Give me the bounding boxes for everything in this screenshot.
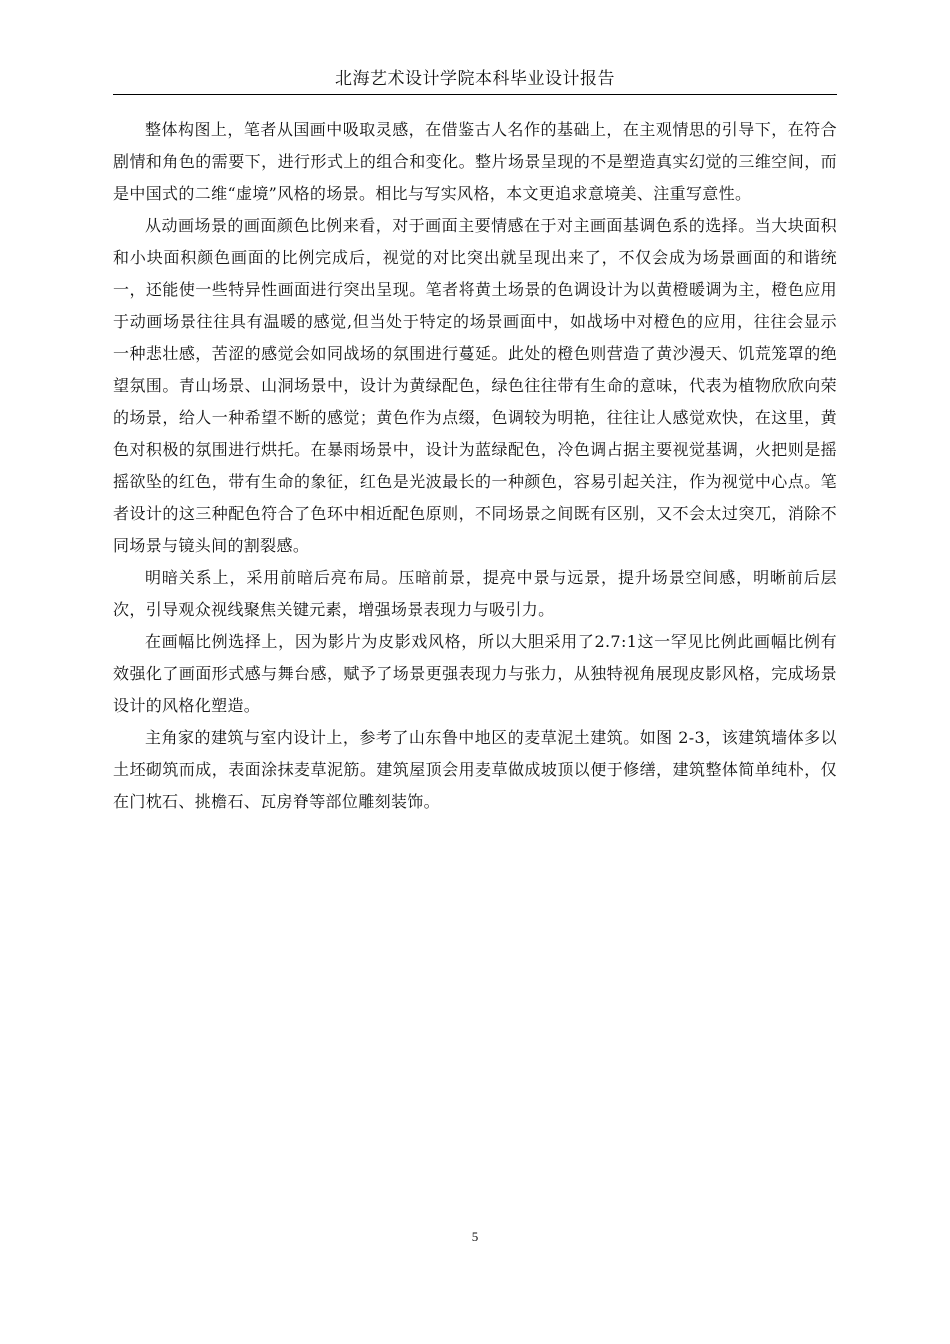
body-paragraph-color: 从动画场景的画面颜色比例来看，对于画面主要情感在于对主画面基调色系的选择。当大块面积和小块面积颜色画面的比例完成后，视觉的对比突出就呈现出来了，不仅会成为场景画面的和谐统一，还能使一些特异性画面进行突出呈现。笔者将黄土场景的色调设计为以黄橙暖调为主，橙色应用于动画场景往往具有温暖的感觉,但当处于特定的场景画面中，如战场中对橙色的应用，往往会显示一种悲壮感，苦涩的感觉会如同战场的氛围进行蔓延。此处的橙色则营造了黄沙漫天、饥荒笼罩的绝望氛围。青山场景、山洞场景中，设计为黄绿配色，绿色往往带有生命的意味，代表为植物欣欣向荣的场景，给人一种希望不断的感觉；黄色作为点缀，色调较为明艳，往往让人感觉欢快，在这里，黄色对积极的氛围进行烘托。在暴雨场景中，设计为蓝绿配色，冷色调占据主要视觉基调，火把则是摇摇欲坠的红色，带有生命的象征，红色是光波最长的一种颜色，容易引起关注，作为视觉中心点。笔者设计的这三种配色符合了色环中相近配色原则，不同场景之间既有区别，又不会太过突兀，消除不同场景与镜头间的割裂感。 [113, 216, 837, 555]
body-paragraph-lighting: 明暗关系上，采用前暗后亮布局。压暗前景，提亮中景与远景，提升场景空间感，明晰前后层次，引导观众视线聚焦关键元素，增强场景表现力与吸引力。 [113, 568, 837, 619]
body-paragraph-architecture: 主角家的建筑与室内设计上，参考了山东鲁中地区的麦草泥土建筑。如图 2-3，该建筑墙体多以土坯砌筑而成，表面涂抹麦草泥筋。建筑屋顶会用麦草做成坡顶以便于修缮，建筑整体简单纯朴，仅在门枕石、挑檐石、瓦房脊等部位雕刻装饰。 [113, 728, 837, 811]
body-paragraph-aspect-ratio: 在画幅比例选择上，因为影片为皮影戏风格，所以大胆采用了2.7:1这一罕见比例此画幅比例有效强化了画面形式感与舞台感，赋予了场景更强表现力与张力，从独特视角展现皮影风格，完成场景设计的风格化塑造。 [113, 632, 837, 715]
header-title: 北海艺术设计学院本科毕业设计报告 [335, 69, 615, 89]
page-number: 5 [471, 1229, 479, 1244]
page-body [113, 114, 837, 818]
page-header [113, 64, 837, 95]
body-paragraph-composition: 整体构图上，笔者从国画中吸取灵感，在借鉴古人名作的基础上，在主观情思的引导下，在符合剧情和角色的需要下，进行形式上的组合和变化。整片场景呈现的不是塑造真实幻觉的三维空间，而是中国式的二维“虚境”风格的场景。相比与写实风格，本文更追求意境美、注重写意性。 [113, 120, 837, 203]
